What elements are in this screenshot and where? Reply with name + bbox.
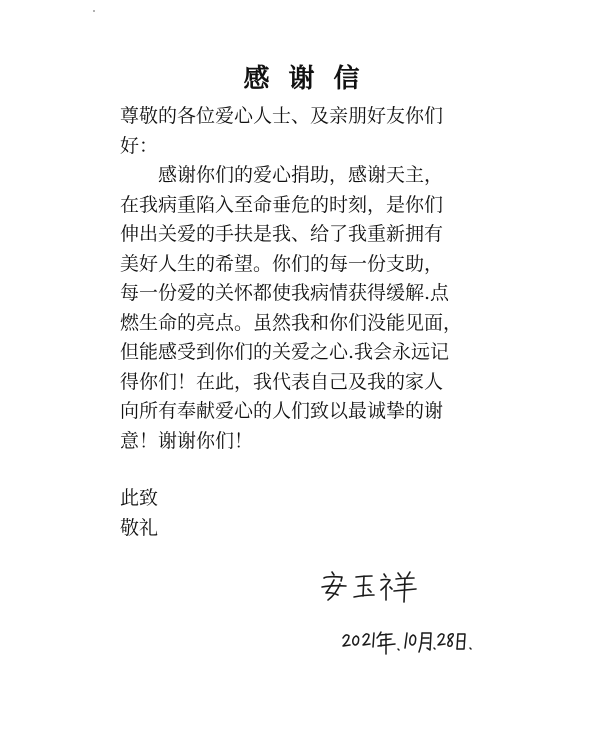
body-line: 尊敬的各位爱心人士、及亲朋好友你们: [120, 105, 444, 127]
body-line: 燃生命的亮点。虽然我和你们没能见面，: [120, 311, 463, 334]
letter-title: 感 谢 信: [243, 64, 365, 94]
closing-regards: 敬礼: [120, 517, 159, 539]
body-line: 每一份爱的关怀都使我病情获得缓解.点: [120, 282, 450, 304]
body-line: 向所有奉献爱心的人们致以最诚挚的谢: [120, 400, 444, 422]
body-line: 意！谢谢你们！: [120, 429, 254, 452]
scan-speck: [93, 10, 95, 12]
handwritten-signature-name: [318, 560, 428, 608]
closing-salutation: 此致: [120, 487, 159, 509]
body-line: 在我病重陷入至命垂危的时刻，是你们: [120, 193, 444, 216]
body-line: 感谢你们的爱心捐助，感谢天主，: [120, 164, 444, 186]
body-line: 好：: [120, 134, 159, 157]
body-line: 美好人生的希望。你们的每一份支助，: [120, 252, 444, 275]
body-line: 伸出关爱的手扶是我、给了我重新拥有: [120, 223, 444, 245]
body-line: 但能感受到你们的关爱之心.我会永远记: [120, 341, 450, 363]
letter-closing: [120, 483, 158, 543]
body-line: 得你们！在此，我代表自己及我的家人: [120, 370, 444, 393]
letter-body: [120, 102, 500, 456]
handwritten-signature-date: [340, 622, 480, 662]
